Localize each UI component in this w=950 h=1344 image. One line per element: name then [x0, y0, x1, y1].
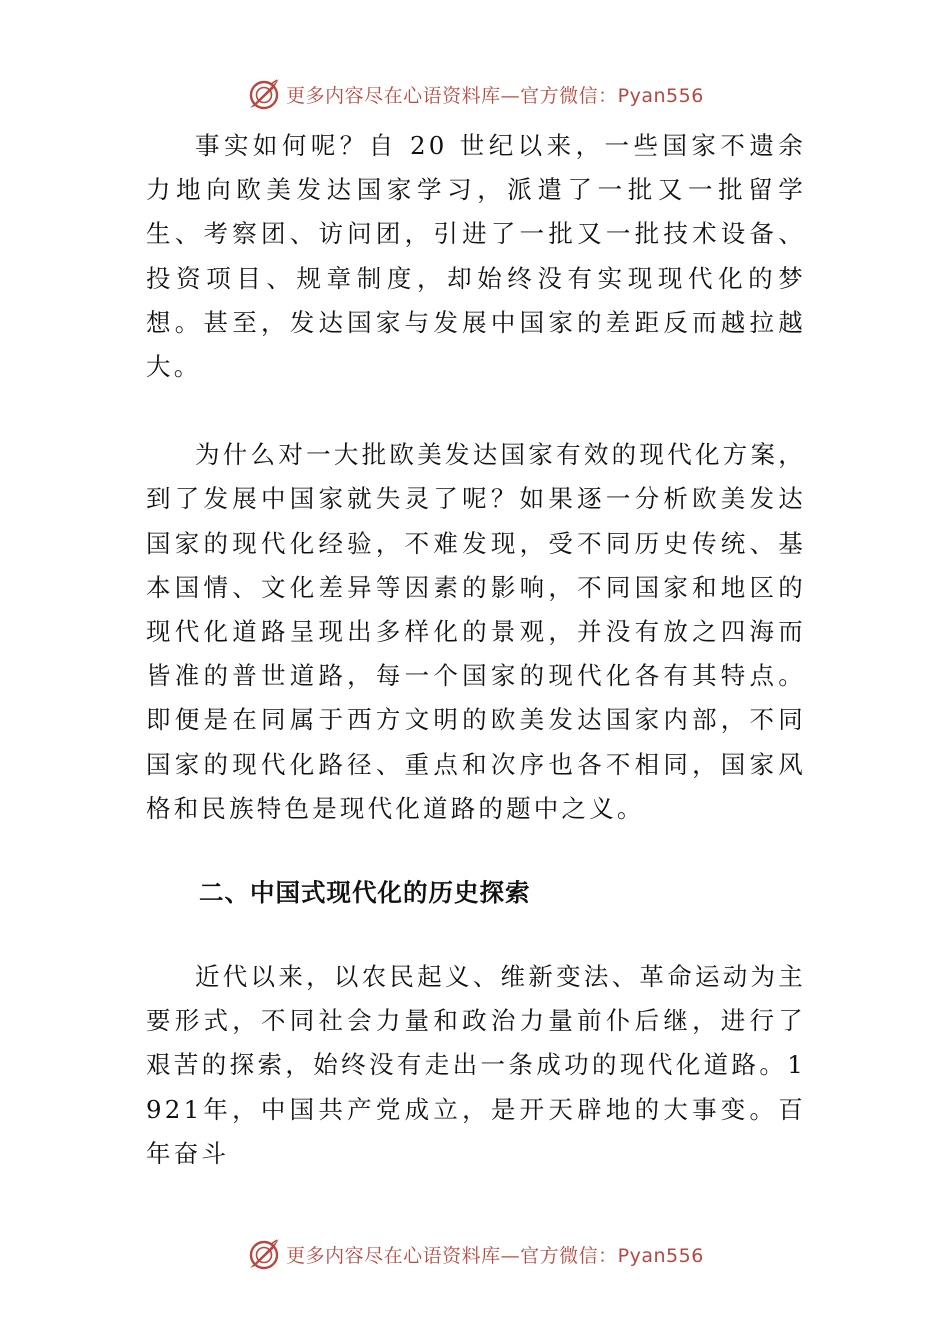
document-body: [146, 124, 806, 1176]
paragraph-2: 为什么对一大批欧美发达国家有效的现代化方案，到了发展中国家就失灵了呢？如果逐一分析欧美发达国家的现代化经验，不难发现，受不同历史传统、基本国情、文化差异等因素的影响，不同国家和地区的现代化道路呈现出多样化的景观，并没有放之四海而皆准的普世道路，每一个国家的现代化各有其特点。即便是在同属于西方文明的欧美发达国家内部，不同国家的现代化路径、重点和次序也各不相同，国家风格和民族特色是现代化道路的题中之义。: [146, 440, 806, 823]
watermark-header-wechat-id: Pyan556: [617, 84, 704, 107]
quill-circle-logo-icon: [246, 76, 282, 112]
section-heading: 二、中国式现代化的历史探索: [199, 878, 531, 908]
watermark-footer-wechat-id: Pyan556: [617, 1244, 704, 1267]
watermark-header-text: 更多内容尽在心语资料库—官方微信：: [286, 84, 618, 107]
watermark-footer: [0, 1234, 950, 1274]
paragraph-3: 近代以来，以农民起义、维新变法、革命运动为主要形式，不同社会力量和政治力量前仆后继，进行了艰苦的探索，始终没有走出一条成功的现代化道路。1921年，中国共产党成立，是开天辟地的大事变。百年奋斗: [146, 962, 806, 1168]
quill-circle-logo-icon: [246, 1236, 282, 1272]
watermark-footer-text: 更多内容尽在心语资料库—官方微信：: [286, 1244, 618, 1267]
paragraph-1: 事实如何呢？自 20 世纪以来，一些国家不遗余力地向欧美发达国家学习，派遣了一批又一批留学生、考察团、访问团，引进了一批又一批技术设备、投资项目、规章制度，却始终没有实现现代化的梦想。甚至，发达国家与发展中国家的差距反而越拉越大。: [146, 131, 806, 382]
watermark-header: [0, 74, 950, 114]
